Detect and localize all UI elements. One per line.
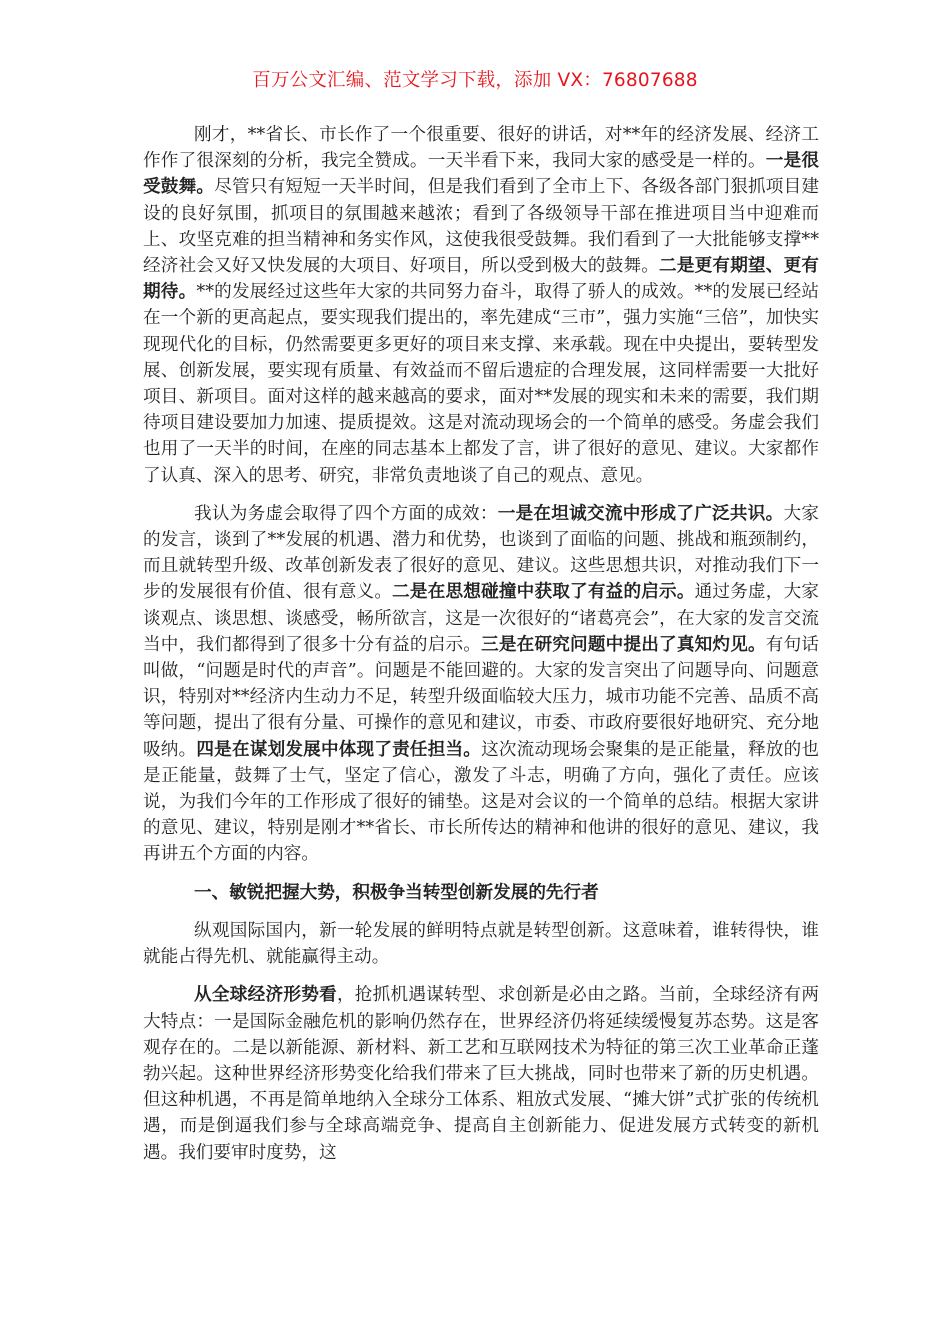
emphasis-point-2: 二是更有期望、更有期待。 [143, 256, 819, 303]
text-span: ，抢抓机遇谋转型、求创新是必由之路。当前，全球经济有两大特点：一是国际金融危机的影响仍然存在，世界经济仍将延续缓慢复苏态势。这是客观存在的。二是以新能源、新材料、新工艺和互联网技术为特征的第三次工业革命正蓬勃兴起。这种世界经济形势变化给我们带来了巨大挑战，同时也带来了新的历史机遇。但这种机遇，不再是简单地纳入全球分工体系、粗放式发展、“摊大饼”式扩张的传统机遇，而是倒逼我们参与全球高端竞争、提高自主创新能力、促进发展方式转变的新机遇。我们要审时度势，这 [143, 985, 819, 1163]
text-span: 大家的发言，谈到了**发展的机遇、潜力和优势，也谈到了面临的问题、挑战和瓶颈制约，而且就转型升级、改革创新发表了很好的意见、建议。这些思想共识，对推动我们下一步的发展很有价值、很有意义。 [143, 503, 819, 603]
watermark-banner: 百万公文汇编、范文学习下载，添加 VX：76807688 [252, 70, 698, 91]
text-span: 通过务虚，大家谈观点、谈思想、谈感受，畅所欲言，这是一次很好的“诸葛亮会”，在大家的发言交流当中，我们都得到了很多十分有益的启示。 [143, 582, 819, 655]
section-heading-1: 一、敏锐把握大势，积极争当转型创新发展的先行者 [194, 882, 599, 903]
achievement-1: 一是在坦诚交流中形成了广泛共识。 [497, 503, 784, 524]
achievement-2: 二是在思想碰撞中获取了有益的启示。 [392, 582, 695, 603]
achievement-4: 四是在谋划发展中体现了责任担当。 [196, 739, 482, 760]
subheading-global: 从全球经济形势看 [194, 985, 337, 1006]
emphasis-point-1: 一是很受鼓舞。 [143, 151, 819, 198]
achievement-3: 三是在研究问题中提出了真知灼见。 [481, 634, 766, 655]
paragraph-opening [143, 122, 819, 489]
paragraph-global-economy [143, 982, 819, 1165]
text-span: **的发展经过这些年大家的共同努力奋斗，取得了骄人的成效。**的发展已经站在一个新的更高起点，要实现我们提出的，率先建成“三市”，强力实施“三倍”，加快实现现代化的目标，仍然需要更多更好的项目来支撑、来承载。现在中央提出，要转型发展、创新发展，要实现有质量、有效益而不留后遗症的合理发展，这同样需要一大批好项目、新项目。面对这样的越来越高的要求，面对**发展的现实和未来的需要，我们期待项目建设要加力加速、提质提效。这是对流动现场会的一个简单的感受。务虚会我们也用了一天半的时间，在座的同志基本上都发了言，讲了很好的意见、建议。大家都作了认真、深入的思考、研究，非常负责地谈了自己的观点、意见。 [143, 282, 819, 486]
paragraph-achievements [143, 501, 819, 868]
text-span: 有句话叫做，“问题是时代的声音”。问题是不能回避的。大家的发言突出了问题导向、问题意识，特别对**经济内生动力不足，转型升级面临较大压力，城市功能不完善、品质不高等问题，提出了很有分量、可操作的意见和建议，市委、市政府要很好地研究、充分地吸纳。 [143, 634, 819, 760]
paragraph-overview: 纵观国际国内，新一轮发展的鲜明特点就是转型创新。这意味着，谁转得快，谁就能占得先机、就能赢得主动。 [143, 920, 819, 968]
document-body [143, 122, 819, 1166]
text-span: 我认为务虚会取得了四个方面的成效： [194, 503, 498, 524]
text-span: 这次流动现场会聚集的是正能量，释放的也是正能量，鼓舞了士气，坚定了信心，激发了斗志，明确了方向，强化了责任。应该说，为我们今年的工作形成了很好的铺垫。这是对会议的一个简单的总结。根据大家讲的意见、建议，特别是刚才**省长、市长所传达的精神和他讲的很好的意见、建议，我再讲五个方面的内容。 [143, 739, 819, 865]
text-span: 刚才，**省长、市长作了一个很重要、很好的讲话，对**年的经济发展、经济工作作了很深刻的分析，我完全赞成。一天半看下来，我同大家的感受是一样的。 [143, 125, 819, 172]
text-span: 尽管只有短短一天半时间，但是我们看到了全市上下、各级各部门狠抓项目建设的良好氛围，抓项目的氛围越来越浓；看到了各级领导干部在推进项目当中迎难而上、攻坚克难的担当精神和务实作风，这使我很受鼓舞。我们看到了一大批能够支撑**经济社会又好又快发展的大项目、好项目，所以受到极大的鼓舞。 [143, 177, 819, 277]
